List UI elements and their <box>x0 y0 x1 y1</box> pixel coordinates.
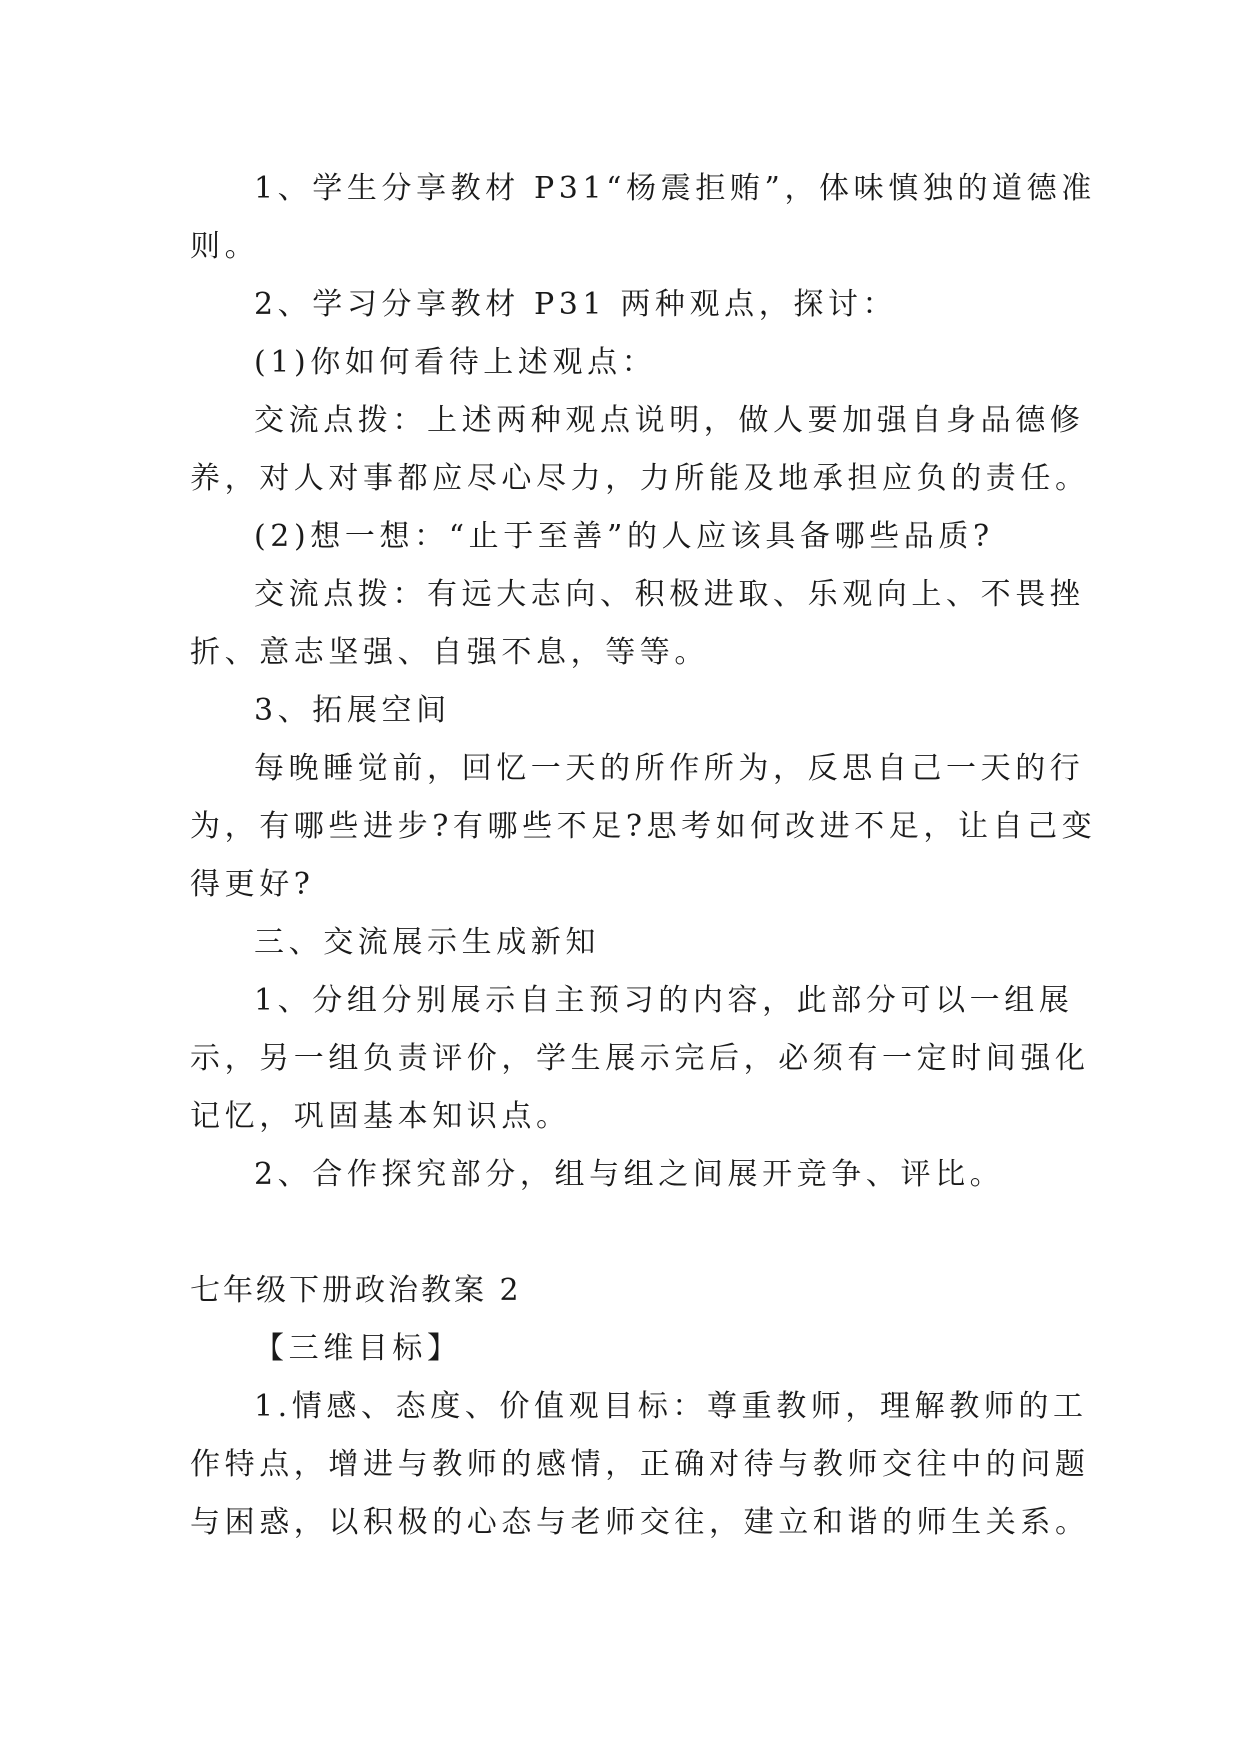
paragraph-line: (2)想一想：“止于至善”的人应该具备哪些品质? <box>254 519 994 554</box>
paragraph-line: 与困惑，以积极的心态与老师交往，建立和谐的师生关系。 <box>190 1505 1090 1540</box>
paragraph-line: 2、合作探究部分，组与组之间展开竞争、评比。 <box>254 1157 1005 1192</box>
paragraph-line: 记忆，巩固基本知识点。 <box>190 1099 571 1134</box>
document-body <box>190 160 1097 1552</box>
paragraph-line: 1、分组分别展示自主预习的内容，此部分可以一组展 <box>254 983 1074 1018</box>
section-heading: 3、拓展空间 <box>254 693 451 728</box>
paragraph-line: 1、学生分享教材 P31“杨震拒贿”，体味慎独的道德准 <box>254 171 1096 206</box>
paragraph-line: 则。 <box>190 229 260 264</box>
paragraph-line: 养，对人对事都应尽心尽力，力所能及地承担应负的责任。 <box>190 461 1090 496</box>
section-heading: 三、交流展示生成新知 <box>254 925 600 960</box>
paragraph-line: 示，另一组负责评价，学生展示完后，必须有一定时间强化 <box>190 1041 1090 1076</box>
blank-line <box>190 1204 1058 1262</box>
paragraph-line: 作特点，增进与教师的感情，正确对待与教师交往中的问题 <box>190 1447 1090 1482</box>
section-heading: 【三维目标】 <box>254 1331 462 1366</box>
paragraph-line: (1)你如何看待上述观点： <box>254 345 657 380</box>
document-title: 七年级下册政治教案 2 <box>190 1273 522 1308</box>
paragraph-line: 每晚睡觉前，回忆一天的所作所为，反思自己一天的行 <box>254 751 1085 786</box>
paragraph-line: 折、意志坚强、自强不息，等等。 <box>190 635 709 670</box>
paragraph-line: 2、学习分享教材 P31 两种观点，探讨： <box>254 287 898 322</box>
paragraph-line: 交流点拨：上述两种观点说明，做人要加强自身品德修 <box>254 403 1085 438</box>
paragraph-line: 为，有哪些进步?有哪些不足?思考如何改进不足，让自己变 <box>190 809 1097 844</box>
paragraph-line: 1.情感、态度、价值观目标：尊重教师，理解教师的工 <box>254 1389 1088 1424</box>
paragraph-line: 得更好? <box>190 867 315 902</box>
paragraph-line: 交流点拨：有远大志向、积极进取、乐观向上、不畏挫 <box>254 577 1085 612</box>
